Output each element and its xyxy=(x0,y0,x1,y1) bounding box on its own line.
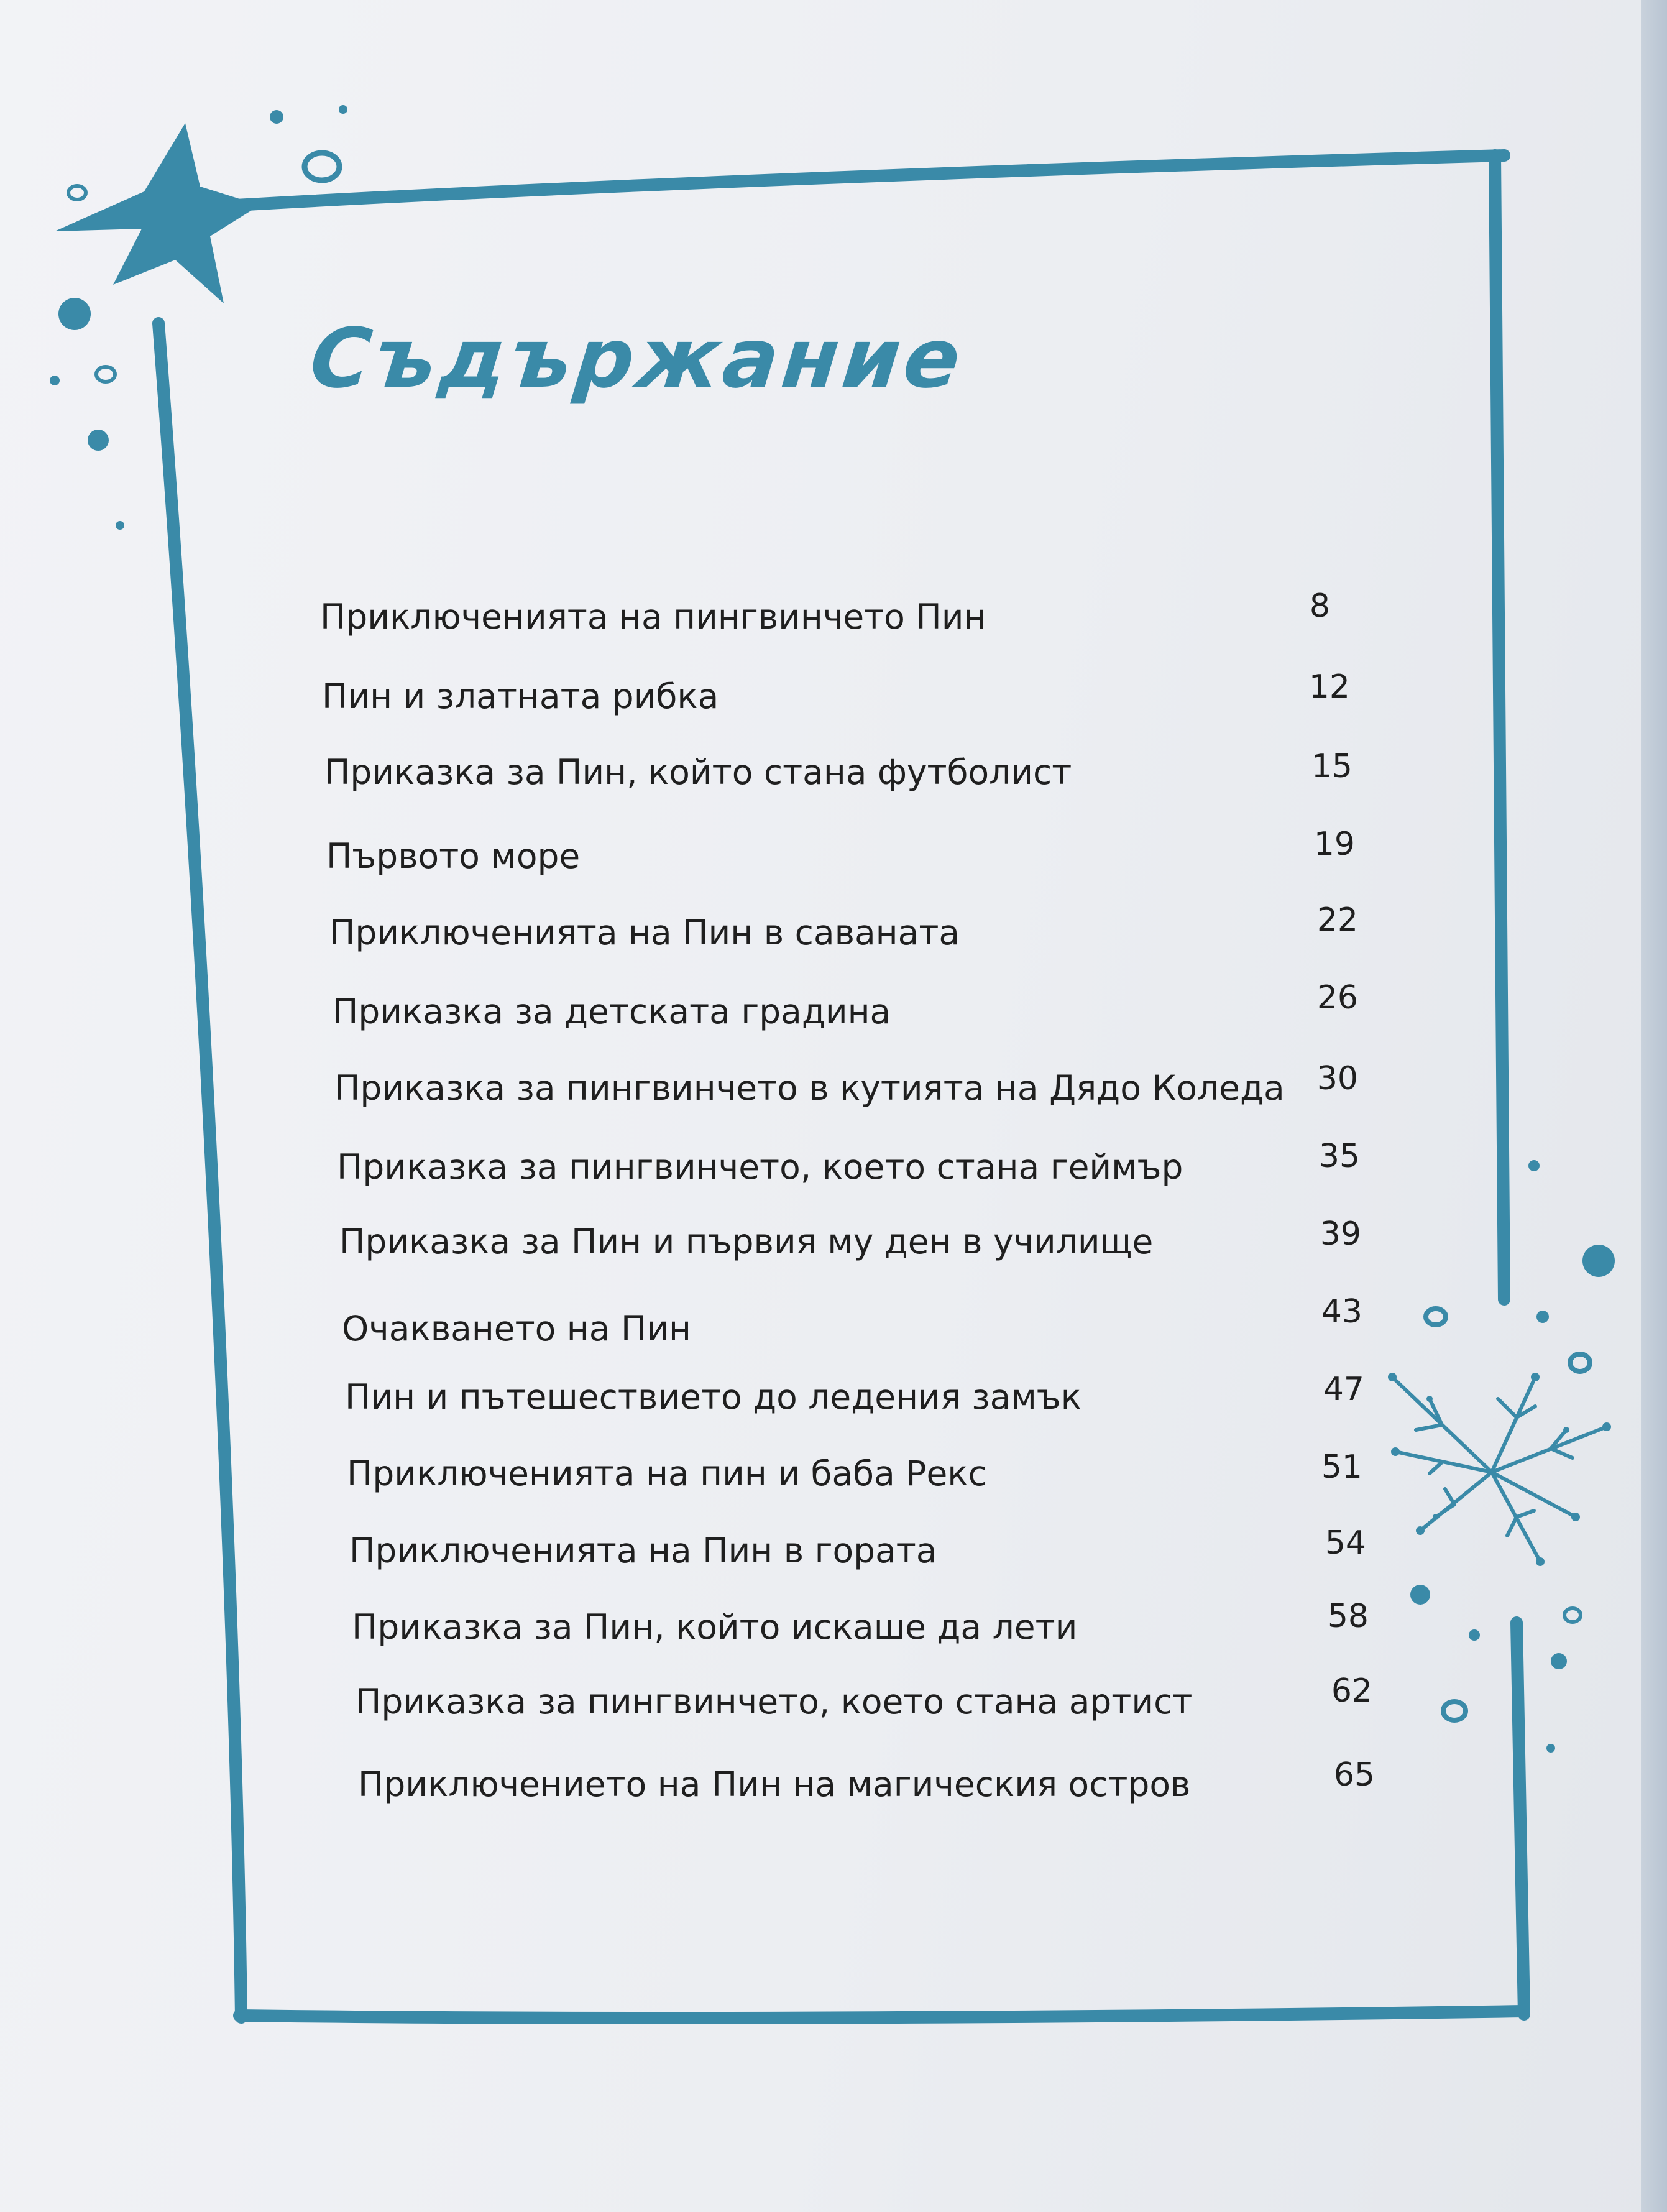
toc-entry-title: Приказка за пингвинчето в кутията на Дядо Коледа xyxy=(334,1068,1285,1108)
toc-entry-page: 30 xyxy=(1316,1060,1358,1097)
toc-entry-page: 26 xyxy=(1316,979,1358,1016)
toc-entry-title: Приключенията на Пин в гората xyxy=(349,1531,937,1570)
toc-entry-page: 58 xyxy=(1327,1598,1369,1635)
toc-entry-page: 47 xyxy=(1323,1371,1364,1408)
page-title: Съдържание xyxy=(305,311,969,407)
toc-entry-title: Приказка за пингвинчето, което стана артист xyxy=(356,1682,1193,1721)
toc-entry-title: Приказка за детската градина xyxy=(333,992,891,1031)
star-icon xyxy=(55,123,260,303)
toc-entry-page: 22 xyxy=(1316,901,1358,939)
toc-entry-page: 51 xyxy=(1321,1449,1362,1486)
toc-entry-title: Пин и златната рибка xyxy=(322,676,719,716)
toc-entry-title: Приключенията на Пин в саваната xyxy=(329,913,960,952)
toc-entry-page: 54 xyxy=(1325,1524,1366,1562)
toc-entry-page: 62 xyxy=(1331,1672,1372,1710)
toc-entry-title: Пин и пътешествието до ледения замък xyxy=(345,1377,1081,1417)
toc-entry-page: 43 xyxy=(1321,1293,1362,1330)
toc-entry-title: Приключенията на пингвинчето Пин xyxy=(320,597,986,637)
toc-entry-page: 35 xyxy=(1318,1138,1360,1175)
toc-entry-title: Първото море xyxy=(326,836,581,876)
toc-entry-page: 8 xyxy=(1309,588,1330,625)
toc-entry-title: Приказка за Пин и първия му ден в училище xyxy=(339,1222,1154,1261)
toc-entry-title: Приказка за Пин, който стана футболист xyxy=(324,752,1072,792)
toc-entry-title: Очакването на Пин xyxy=(342,1309,692,1348)
toc-entry-title: Приказка за Пин, който искаше да лети xyxy=(352,1607,1078,1647)
snowflake-icon xyxy=(1388,1373,1611,1566)
toc-entry-title: Приказка за пингвинчето, което стана геймър xyxy=(337,1147,1183,1187)
toc-entry-page: 65 xyxy=(1333,1756,1375,1794)
toc-entry-page: 19 xyxy=(1313,826,1355,863)
toc-entry-page: 15 xyxy=(1311,748,1352,785)
toc-entry-page: 39 xyxy=(1320,1215,1361,1253)
toc-entry-title: Приключението на Пин на магическия остров xyxy=(358,1764,1191,1804)
toc-entry-title: Приключенията на пин и баба Рекс xyxy=(347,1454,987,1493)
toc-entry-page: 12 xyxy=(1308,668,1350,706)
